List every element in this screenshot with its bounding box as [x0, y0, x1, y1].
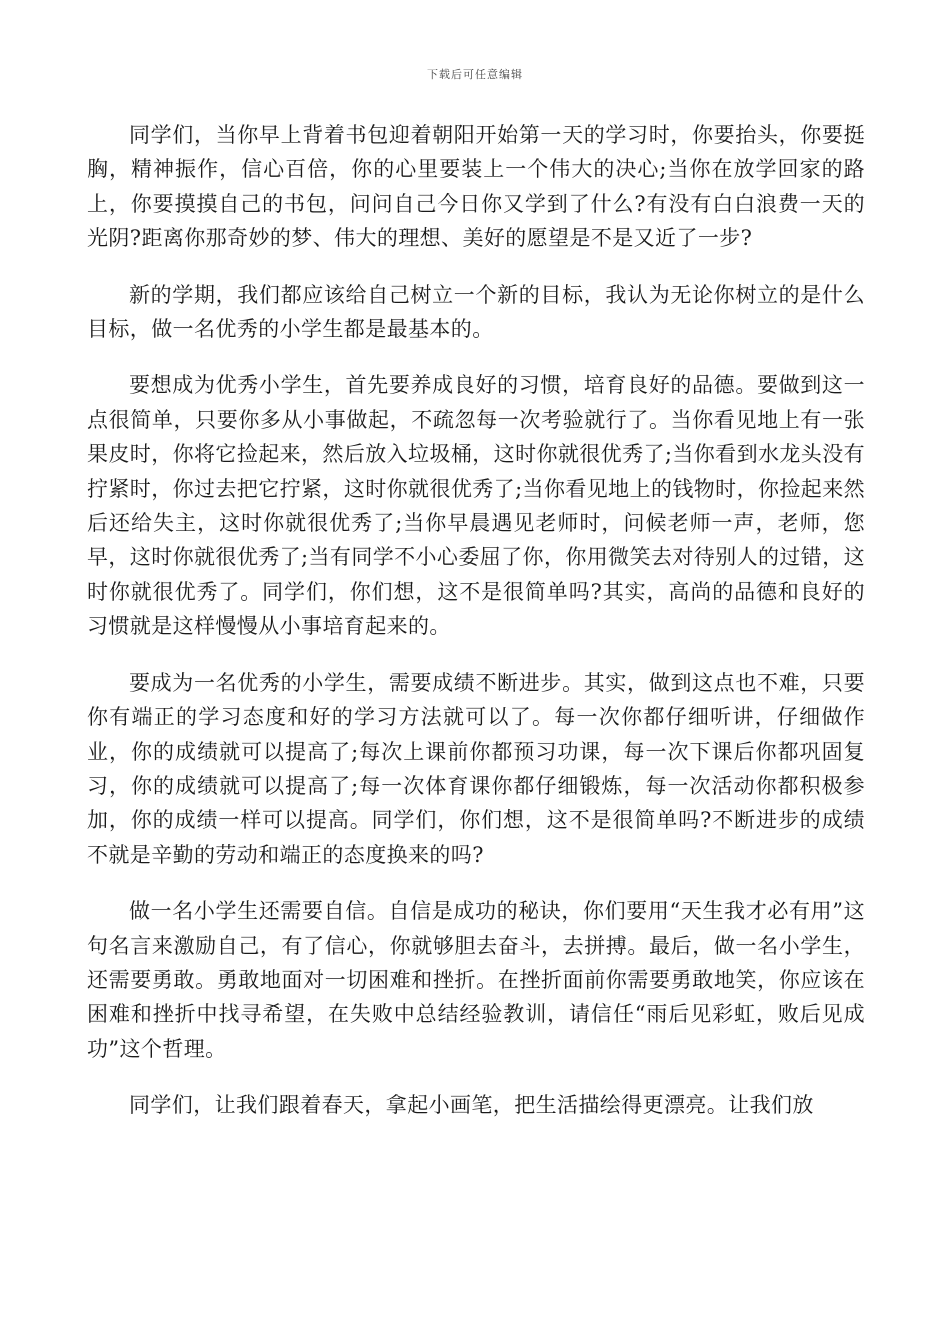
paragraph-2: 新的学期，我们都应该给自己树立一个新的目标，我认为无论你树立的是什么目标，做一名优秀的小学生都是最基本的。 [87, 282, 865, 342]
paragraph-3: 要想成为优秀小学生，首先要养成良好的习惯，培育良好的品德。要做到这一点很简单，只要你多从小事做起，不疏忽每一次考验就行了。当你看见地上有一张果皮时，你将它捡起来，然后放入垃圾桶，这时你就很优秀了;当你看到水龙头没有拧紧时，你过去把它拧紧，这时你就很优秀了;当你看见地上的钱物时，你捡起来然后还给失主，这时你就很优秀了;当你早晨遇见老师时，问候老师一声，老师，您早，这时你就很优秀了;当有同学不小心委屈了你，你用微笑去对待别人的过错，这时你就很优秀了。同学们，你们想，这不是很简单吗?其实，高尚的品德和良好的习惯就是这样慢慢从小事培育起来的。 [87, 373, 865, 639]
document-body [87, 118, 865, 1145]
paragraph-1: 同学们，当你早上背着书包迎着朝阳开始第一天的学习时，你要抬头，你要挺胸，精神振作，信心百倍，你的心里要装上一个伟大的决心;当你在放学回家的路上，你要摸摸自己的书包，问问自己今日你又学到了什么?有没有白白浪费一天的光阴?距离你那奇妙的梦、伟大的理想、美好的愿望是不是又近了一步? [87, 123, 865, 251]
paragraph-5: 做一名小学生还需要自信。自信是成功的秘诀，你们要用“天生我才必有用”这句名言来激励自己，有了信心，你就够胆去奋斗，去拼搏。最后，做一名小学生，还需要勇敢。勇敢地面对一切困难和挫折。在挫折面前你需要勇敢地笑，你应该在困难和挫折中找寻希望，在失败中总结经验教训，请信任“雨后见彩虹，败后见成功”这个哲理。 [87, 899, 865, 1061]
paragraph-6: 同学们，让我们跟着春天，拿起小画笔，把生活描绘得更漂亮。让我们放 [129, 1093, 814, 1118]
paragraph-4: 要成为一名优秀的小学生，需要成绩不断进步。其实，做到这点也不难，只要你有端正的学习态度和好的学习方法就可以了。每一次你都仔细听讲，仔细做作业，你的成绩就可以提高了;每次上课前你都预习功课，每一次下课后你都巩固复习，你的成绩就可以提高了;每一次体育课你都仔细锻炼，每一次活动你都积极参加，你的成绩一样可以提高。同学们，你们想，这不是很简单吗?不断进步的成绩不就是辛勤的劳动和端正的态度换来的吗? [87, 670, 865, 867]
header-note: 下载后可任意编辑 [427, 68, 523, 81]
